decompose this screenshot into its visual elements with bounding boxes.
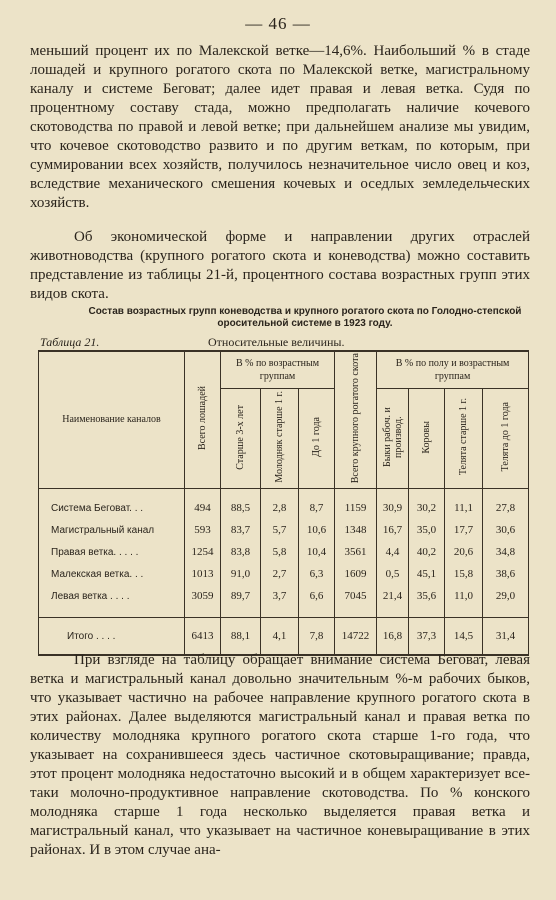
value-cell: 37,3: [409, 618, 445, 656]
table-row: [39, 585, 529, 607]
value-cell: 30,9: [377, 497, 409, 519]
value-cell: 5,7: [261, 519, 299, 541]
col-header-7: Телята старше 1 г.: [445, 389, 483, 489]
col-header-1: Старше 3-х лет: [221, 389, 261, 489]
value-cell: 35,0: [409, 519, 445, 541]
value-cell: 16,7: [377, 519, 409, 541]
value-cell: 27,8: [483, 497, 529, 519]
value-cell: 45,1: [409, 563, 445, 585]
paragraph-3: При взгляде на таблицу обращает внимание система Беговат, левая ветка и магистральный канал довольно значительным %-м рабочих быков, что указывает частично на рабочее направление крупного рогатого скота в этих районах. Далее выделяются магистральный канал и правая ветка по количеству молодняка крупного рогатого скота старше 1-го года, что указывает на сохранившееся здесь частичное скотовыращивание; правда, этот процент молодняка недостаточно высокий и в общем характеризует все-таки молочно-продуктивное направление скотоводства. По % конского молодняка старше 1 года несколько выделяется правая ветка и магистральный канал, что указывает на частичное коневыращивание в этих районах. И в этом случае ана-: [30, 652, 530, 858]
value-cell: 83,7: [221, 519, 261, 541]
value-cell: 7,8: [299, 618, 335, 656]
value-cell: 35,6: [409, 585, 445, 607]
value-cell: 3059: [185, 585, 221, 607]
value-cell: 14722: [335, 618, 377, 656]
value-cell: 1609: [335, 563, 377, 585]
table-total-row: [39, 618, 529, 656]
value-cell: 5,8: [261, 541, 299, 563]
table-row: [39, 519, 529, 541]
value-cell: 11,1: [445, 497, 483, 519]
value-cell: 593: [185, 519, 221, 541]
value-cell: 2,7: [261, 563, 299, 585]
table-row: [39, 563, 529, 585]
value-cell: 38,6: [483, 563, 529, 585]
row-name-cell: Правая ветка. . . . .: [39, 541, 185, 563]
value-cell: 3,7: [261, 585, 299, 607]
value-cell: 31,4: [483, 618, 529, 656]
value-cell: 10,6: [299, 519, 335, 541]
row-name-cell: Левая ветка . . . .: [39, 585, 185, 607]
paragraph-2: Об экономической форме и направлении других отраслей животноводства (крупного рогатого скота и коневодства) можно составить представление из таблицы 21-й, процентного состава возрастных групп этих видов скота.: [30, 229, 530, 302]
row-name-cell: Система Беговат. . .: [39, 497, 185, 519]
table-number: Таблица 21.: [40, 335, 100, 349]
value-cell: 15,8: [445, 563, 483, 585]
paragraph-1: меньший процент их по Малекской ветке—14,6%. Наибольший % в стаде лошадей и крупного рогатого скота по Малекской ветке, магистральному каналу и системе Беговат; далее идет правая и левая ветка. Судя по процентному составу стада, можно предполагать наличие кочевого скотоводства по правой и левой ветке; при дальнейшем анализе мы увидим, что кочевое скотоводство развито и по другим веткам, по которым, при суммировании всех хозяйств, получилось незначительное число овец и коз, вследствие механического смешения кочевых и оседлых земледельческих хозяйств.: [30, 43, 530, 211]
value-cell: 89,7: [221, 585, 261, 607]
value-cell: 8,7: [299, 497, 335, 519]
table-subtitle: Относительные величины.: [208, 335, 345, 349]
table-row: [39, 541, 529, 563]
value-cell: 6,6: [299, 585, 335, 607]
value-cell: 1254: [185, 541, 221, 563]
data-table: [38, 350, 529, 656]
group-header-2: В % по полу и возрастным группам: [377, 351, 529, 389]
row-name-cell: Магистральный канал: [39, 519, 185, 541]
value-cell: 40,2: [409, 541, 445, 563]
col-header-2: Молодняк старше 1 г.: [261, 389, 299, 489]
value-cell: 29,0: [483, 585, 529, 607]
table-caption: Состав возрастных групп коневодства и крупного рогатого скота по Голодно-степской оросительной системе в 1923 году.: [88, 306, 522, 329]
value-cell: 494: [185, 497, 221, 519]
value-cell: 11,0: [445, 585, 483, 607]
value-cell: 1348: [335, 519, 377, 541]
value-cell: 6413: [185, 618, 221, 656]
value-cell: 34,8: [483, 541, 529, 563]
col-header-4: Всего крупного рогатого скота: [335, 351, 377, 489]
col-header-3: До 1 года: [299, 389, 335, 489]
value-cell: 16,8: [377, 618, 409, 656]
header-name: [39, 351, 185, 489]
row-name-cell: Малекская ветка. . .: [39, 563, 185, 585]
table-row: [39, 497, 529, 519]
value-cell: 7045: [335, 585, 377, 607]
group-header-1: В % по возрастным группам: [221, 351, 335, 389]
value-cell: 91,0: [221, 563, 261, 585]
value-cell: 3561: [335, 541, 377, 563]
value-cell: 1013: [185, 563, 221, 585]
value-cell: 88,1: [221, 618, 261, 656]
value-cell: 1159: [335, 497, 377, 519]
row-name-cell: Итого . . . .: [39, 618, 185, 656]
value-cell: 6,3: [299, 563, 335, 585]
value-cell: 17,7: [445, 519, 483, 541]
value-cell: 20,6: [445, 541, 483, 563]
col-header-8: Телята до 1 года: [483, 389, 529, 489]
value-cell: 4,4: [377, 541, 409, 563]
value-cell: 0,5: [377, 563, 409, 585]
header-name-text: Наименование каналов: [62, 414, 161, 425]
value-cell: 30,2: [409, 497, 445, 519]
table-body: [39, 489, 529, 656]
value-cell: 2,8: [261, 497, 299, 519]
page-number: — 46 —: [245, 14, 311, 33]
value-cell: 88,5: [221, 497, 261, 519]
value-cell: 30,6: [483, 519, 529, 541]
col-header-0: Всего лошадей: [185, 351, 221, 489]
col-header-6: Коровы: [409, 389, 445, 489]
col-header-5: Быки рабоч. и производ.: [377, 389, 409, 489]
value-cell: 83,8: [221, 541, 261, 563]
value-cell: 10,4: [299, 541, 335, 563]
value-cell: 21,4: [377, 585, 409, 607]
value-cell: 4,1: [261, 618, 299, 656]
value-cell: 14,5: [445, 618, 483, 656]
